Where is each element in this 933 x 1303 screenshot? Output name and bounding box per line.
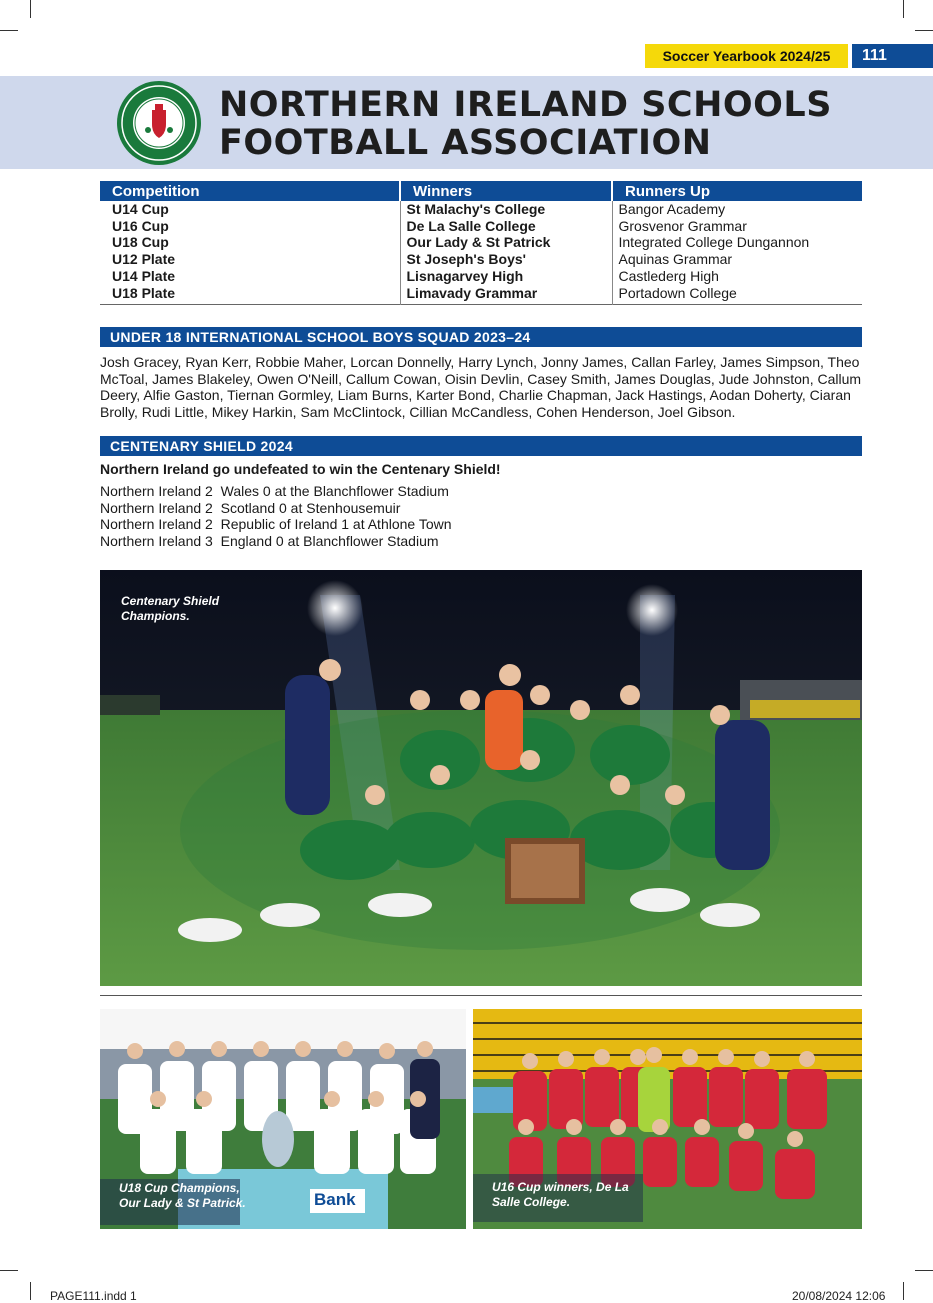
competition-table <box>100 181 862 305</box>
crop-mark <box>30 1282 31 1300</box>
caption-line: Our Lady & St Patrick. <box>119 1196 246 1210</box>
winner-cell: Limavady Grammar <box>400 285 612 305</box>
competition-cell: U16 Cup <box>100 218 400 235</box>
title-line-1: NORTHERN IRELAND SCHOOLS <box>219 85 832 125</box>
divider <box>100 995 862 996</box>
centenary-lead: Northern Ireland go undefeated to win the Centenary Shield! <box>100 461 501 477</box>
yearbook-label: Soccer Yearbook 2024/25 <box>645 44 848 68</box>
runner-up-cell: Integrated College Dungannon <box>618 234 810 251</box>
winner-cell: De La Salle College <box>400 218 612 235</box>
result-line: Northern Ireland 2 Scotland 0 at Stenhousemuir <box>100 499 401 516</box>
team-photo-centenary <box>100 570 862 986</box>
squad-list: Josh Gracey, Ryan Kerr, Robbie Maher, Lorcan Donnelly, Harry Lynch, Jonny James, Callan Farley, James Simpson, Theo McToal, James Blakeley, Owen O'Neill, Callum Cowan, Oisin Devlin, Casey Smith, James Douglas, Jude Johnston, Callum Deery, Alfie Gaston, Tiernan Gormley, Liam Burns, Karter Bond, Charlie Chapman, Jack Hastings, Aodan Doherty, Ciaran Brolly, Rudi Little, Mikey Harkin, Sam McClintock, Cillian McCandless, Cohen Henderson, Joel Gibson. <box>100 354 862 421</box>
centenary-heading: CENTENARY SHIELD 2024 <box>100 436 862 456</box>
crop-mark <box>0 30 18 31</box>
winner-cell: Our Lady & St Patrick <box>400 234 612 251</box>
crop-mark <box>915 1270 933 1271</box>
column-header: Competition <box>100 181 400 201</box>
runner-up-cell: Castlederg High <box>618 267 719 284</box>
page-title <box>219 86 832 162</box>
crop-mark <box>0 1270 18 1271</box>
competition-cell: U18 Plate <box>100 285 400 305</box>
column-header: Runners Up <box>612 181 862 201</box>
caption-line: Salle College. <box>492 1195 571 1209</box>
page-number: 111 <box>852 44 933 68</box>
results-list <box>100 483 452 550</box>
table-row <box>100 234 862 251</box>
team-photo-u18 <box>100 1009 466 1229</box>
photo-caption <box>119 1181 246 1211</box>
result-line: Northern Ireland 2 Republic of Ireland 1 at Athlone Town <box>100 516 452 533</box>
table-row <box>100 251 862 268</box>
crop-mark <box>903 1282 904 1300</box>
table-row <box>100 201 862 218</box>
sponsor-banner-text: Bank <box>314 1190 356 1209</box>
title-line-2: FOOTBALL ASSOCIATION <box>219 123 712 163</box>
winner-cell: Lisnagarvey High <box>400 268 612 285</box>
runner-up-cell: Portadown College <box>618 284 737 301</box>
photo-caption <box>492 1180 629 1210</box>
squad-heading: UNDER 18 INTERNATIONAL SCHOOL BOYS SQUAD 2023–24 <box>100 327 862 347</box>
caption-line: Champions. <box>121 609 190 623</box>
winner-cell: St Malachy's College <box>400 201 612 218</box>
competition-cell: U18 Cup <box>100 234 400 251</box>
crop-mark <box>903 0 904 18</box>
competition-cell: U14 Plate <box>100 268 400 285</box>
table-header-row <box>100 181 862 201</box>
result-line: Northern Ireland 2 Wales 0 at the Blanchflower Stadium <box>100 483 449 499</box>
photo-caption <box>121 594 219 624</box>
column-header: Winners <box>400 181 612 201</box>
association-logo <box>116 80 202 166</box>
competition-cell: U14 Cup <box>100 201 400 218</box>
table-row <box>100 218 862 235</box>
caption-line: Centenary Shield <box>121 594 220 608</box>
caption-line: U16 Cup winners, De La <box>492 1180 629 1194</box>
competition-cell: U12 Plate <box>100 251 400 268</box>
file-slug: PAGE111.indd 1 <box>50 1289 137 1303</box>
runner-up-cell: Bangor Academy <box>618 201 726 217</box>
winner-cell: St Joseph's Boys' <box>400 251 612 268</box>
crop-mark <box>915 30 933 31</box>
runner-up-cell: Grosvenor Grammar <box>618 217 747 234</box>
table-row <box>100 285 862 305</box>
result-line: Northern Ireland 3 England 0 at Blanchflower Stadium <box>100 533 439 550</box>
date-slug: 20/08/2024 12:06 <box>792 1289 886 1303</box>
runner-up-cell: Aquinas Grammar <box>618 251 733 268</box>
caption-line: U18 Cup Champions, <box>119 1181 240 1195</box>
table-row <box>100 268 862 285</box>
crop-mark <box>30 0 31 18</box>
photo-illustration <box>100 570 862 986</box>
team-photo-u16 <box>473 1009 862 1229</box>
